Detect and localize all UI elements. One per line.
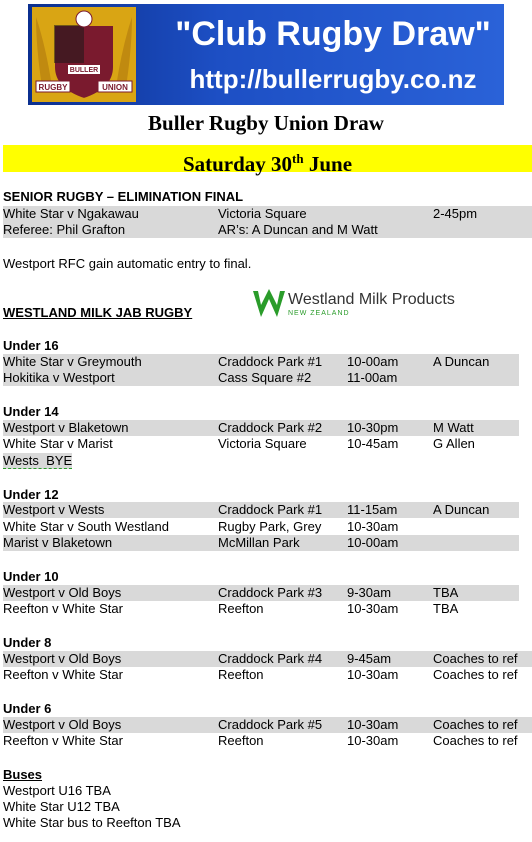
match-teams: Reefton v White Star — [3, 733, 123, 748]
senior-heading: SENIOR RUGBY – ELIMINATION FINAL — [3, 189, 244, 204]
u10-heading: Under 10 — [3, 569, 59, 584]
match-venue: Craddock Park #5 — [218, 717, 323, 732]
match-venue: Victoria Square — [218, 206, 307, 221]
match-time: 10-30am — [347, 717, 399, 732]
match-venue: Craddock Park #3 — [218, 585, 323, 600]
list-item: White Star bus to Reefton TBA — [3, 815, 181, 830]
match-teams: White Star v Greymouth — [3, 354, 142, 369]
date-suffix: th — [292, 151, 304, 166]
u8-heading: Under 8 — [3, 635, 52, 650]
match-venue: McMillan Park — [218, 535, 300, 550]
date-bar — [3, 145, 532, 176]
match-time: 10-45am — [347, 436, 399, 451]
header-banner — [28, 4, 504, 105]
svg-text:RUGBY: RUGBY — [38, 83, 68, 92]
table-row — [3, 420, 519, 436]
match-time: 10-00am — [347, 354, 399, 369]
u16-heading: Under 16 — [3, 338, 59, 353]
match-teams: Reefton v White Star — [3, 601, 123, 616]
page-title: Buller Rugby Union Draw — [148, 111, 384, 135]
list-item: Westport U16 TBA — [3, 783, 111, 798]
match-time: 9-30am — [347, 585, 392, 600]
match-teams: Marist v Blaketown — [3, 535, 113, 550]
match-teams: Westport v Old Boys — [3, 585, 122, 600]
westland-milk-logo — [252, 287, 472, 321]
match-teams: Westport v Old Boys — [3, 717, 122, 732]
match-referee: G Allen — [433, 436, 475, 451]
westland-logo-sub: NEW ZEALAND — [288, 310, 350, 317]
bye-row — [3, 453, 72, 469]
match-referee: M Watt — [433, 420, 474, 435]
date-prefix: Saturday 30 — [182, 152, 293, 176]
table-row — [3, 717, 532, 733]
match-time: 11-00am — [347, 370, 398, 385]
match-teams: White Star v Ngakawau — [3, 206, 139, 221]
table-row — [3, 667, 532, 683]
date-rest: June — [303, 152, 353, 176]
svg-text:UNION: UNION — [102, 83, 128, 92]
match-referee: TBA — [433, 585, 459, 600]
table-row — [3, 535, 519, 551]
bye-text: Wests BYE — [3, 453, 73, 468]
match-referee: TBA — [433, 601, 459, 616]
banner-title: "Club Rugby Draw" — [175, 15, 491, 53]
match-venue: Cass Square #2 — [218, 370, 312, 385]
table-row — [3, 601, 519, 617]
match-time: 10-30pm — [347, 420, 399, 435]
match-time: 10-30am — [347, 733, 399, 748]
match-teams: Westport v Old Boys — [3, 651, 122, 666]
match-venue: Craddock Park #1 — [218, 502, 323, 517]
u6-heading: Under 6 — [3, 701, 52, 716]
match-referee: Coaches to ref — [433, 717, 518, 732]
match-referee: Coaches to ref — [433, 651, 518, 666]
match-teams: Reefton v White Star — [3, 667, 123, 682]
match-referee: Coaches to ref — [433, 667, 518, 682]
table-row — [3, 519, 519, 535]
buller-rugby-union-crest — [32, 7, 136, 102]
svg-text:BULLER: BULLER — [69, 67, 99, 74]
westland-heading: WESTLAND MILK JAB RUGBY — [3, 305, 193, 320]
match-time: 9-45am — [347, 651, 392, 666]
match-referee: Coaches to ref — [433, 733, 518, 748]
table-row — [3, 733, 532, 749]
match-teams: White Star v South Westland — [3, 519, 169, 534]
match-time: 10-30am — [347, 519, 399, 534]
match-venue: Reefton — [218, 601, 264, 616]
list-item: White Star U12 TBA — [3, 799, 120, 814]
match-teams: Westport v Blaketown — [3, 420, 129, 435]
u12-heading: Under 12 — [3, 487, 59, 502]
table-row — [3, 354, 519, 370]
match-venue: Victoria Square — [218, 436, 307, 451]
westland-logo-name: Westland Milk Products — [288, 291, 455, 308]
match-referee: A Duncan — [433, 502, 490, 517]
table-row — [3, 651, 532, 667]
table-row — [3, 436, 519, 452]
buses-heading: Buses — [3, 767, 43, 782]
match-time: 10-30am — [347, 667, 399, 682]
match-time: 10-30am — [347, 601, 399, 616]
match-teams: White Star v Marist — [3, 436, 113, 451]
match-venue: Craddock Park #2 — [218, 420, 323, 435]
match-venue: Craddock Park #4 — [218, 651, 323, 666]
match-venue: Reefton — [218, 733, 264, 748]
match-venue: Craddock Park #1 — [218, 354, 323, 369]
table-row — [3, 370, 519, 386]
match-referee: A Duncan — [433, 354, 490, 369]
match-time: 11-15am — [347, 502, 398, 517]
senior-officials-row — [3, 222, 532, 238]
u14-heading: Under 14 — [3, 404, 59, 419]
assistant-referees-text: AR’s: A Duncan and M Watt — [218, 222, 378, 237]
table-row — [3, 585, 519, 601]
senior-match-row — [3, 206, 532, 222]
senior-note: Westport RFC gain automatic entry to final. — [3, 256, 252, 271]
match-teams: Hokitika v Westport — [3, 370, 115, 385]
banner-url[interactable]: http://bullerrugby.co.nz — [189, 64, 477, 94]
match-venue: Reefton — [218, 667, 264, 682]
match-venue: Rugby Park, Grey — [218, 519, 322, 534]
match-teams: Westport v Wests — [3, 502, 105, 517]
match-time: 2-45pm — [433, 206, 478, 221]
westland-w-icon — [252, 289, 286, 319]
table-row — [3, 502, 519, 518]
match-time: 10-00am — [347, 535, 399, 550]
referee-text: Referee: Phil Grafton — [3, 222, 126, 237]
